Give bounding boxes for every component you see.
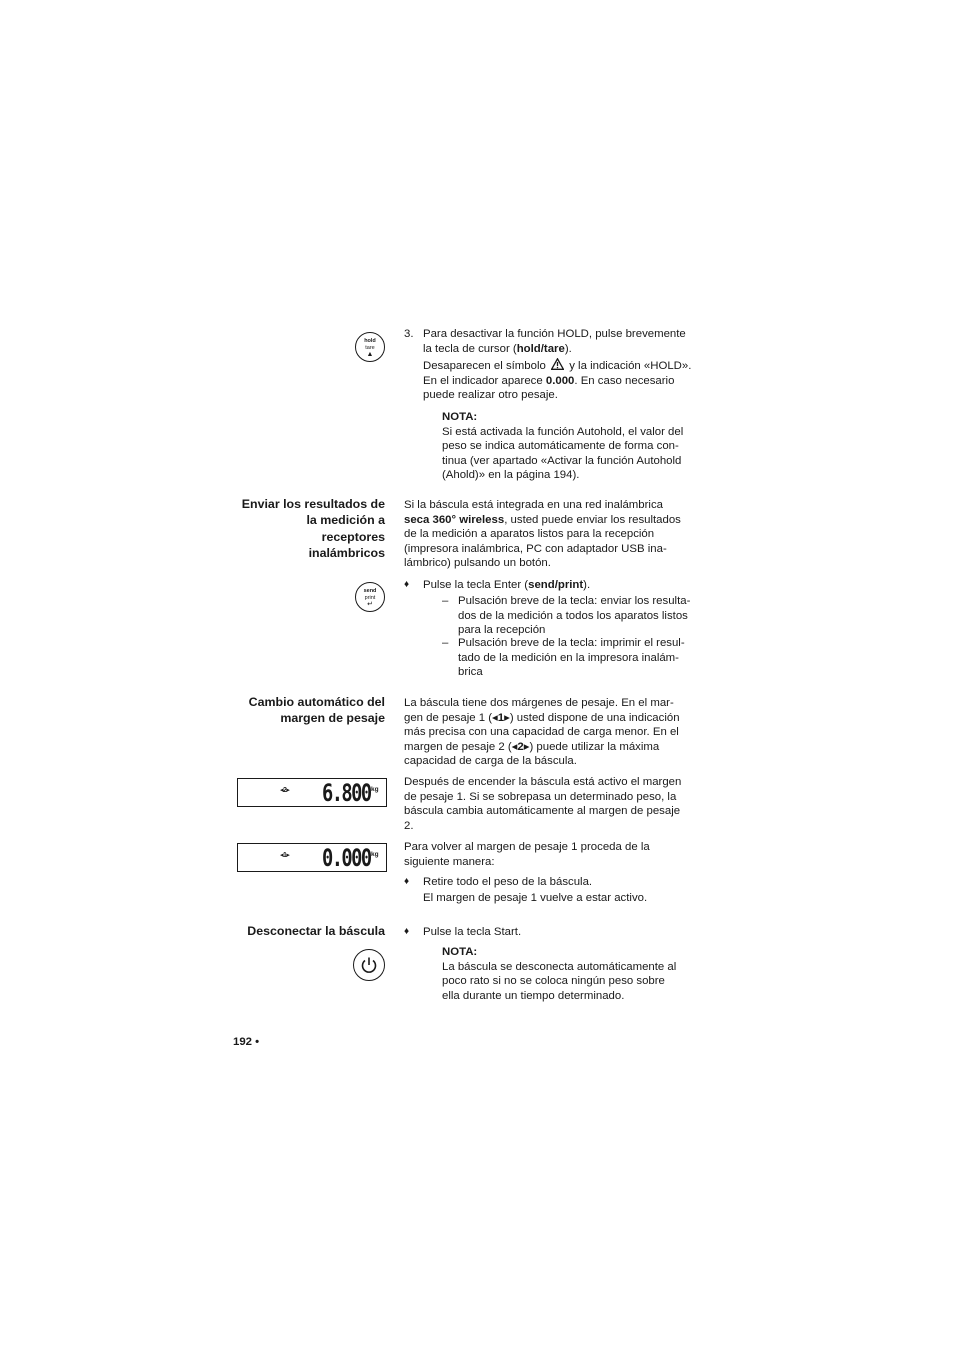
range-2-symbol: ◂2▸	[511, 740, 530, 753]
bullet-glyph: ♦	[404, 926, 410, 937]
power-key-icon	[353, 949, 385, 981]
scale-display-range-1: ◂1▸ 0.000 kg	[237, 843, 387, 872]
step3-text: Para desactivar la función HOLD, pulse brevemente la tecla de cursor (hold/tare). Desaparecen el símbolo y la indicación «HOLD». En el indicador aparece 0.000. En caso necesario puede realizar otro pesaje.	[423, 328, 692, 402]
send-print-key-icon: send print ↵	[355, 582, 385, 612]
range-intro-paragraph: La báscula tiene dos márgenes de pesaje. En el mar- gen de pesaje 1 (◂1▸) usted dispone de una indicación más precisa con una capacidad de carga menor. En el margen de pesaje 2 (◂2▸) puede utilizar la máxima capacidad de carga de la báscula.	[404, 697, 680, 768]
range-bullet-text: Retire todo el peso de la báscula. El margen de pesaje 1 vuelve a estar activo.	[423, 876, 648, 904]
range-return-paragraph: Para volver al margen de pesaje 1 proceda de la siguiente manera:	[404, 841, 650, 868]
section-heading-off: Desconectar la báscula	[247, 924, 385, 938]
hold-tare-key-icon: hold tare ▲	[355, 332, 385, 362]
range-1-symbol: ◂1▸	[492, 711, 510, 724]
scale-display-range-2: ◂2▸ 6.800 kg	[237, 778, 387, 807]
send-intro-paragraph: Si la báscula está integrada en una red inalámbrica seca 360° wireless, usted puede enviar los resultados de la medición a aparatos listos para la recepción (impresora inalámbrica, PC con adaptador USB ina- lámbrico) pulsando un botón.	[404, 499, 681, 570]
power-icon	[354, 950, 384, 980]
dash-glyph: –	[442, 595, 449, 607]
off-bullet-text: Pulse la tecla Start.	[423, 926, 522, 938]
note-autohold: NOTA: Si está activada la función Autohold, el valor del peso se indica automáticamente de forma con- tinua (ver apartado «Activar la función Autohold (Ahold)» en la página 194).	[442, 411, 684, 482]
note-auto-off: NOTA: La báscula se desconecta automáticamente al poco rato si no se coloca ningún peso sobre ella durante un tiempo determinado.	[442, 946, 677, 1002]
warning-triangle-icon	[551, 358, 564, 370]
section-heading-send: Enviar los resultados de la medición a receptores inalámbricos	[241, 497, 385, 561]
section-heading-range: Cambio automático del margen de pesaje	[248, 695, 385, 726]
page-number: 192 •	[233, 1036, 260, 1048]
range-switch-paragraph: Después de encender la báscula está activo el margen de pesaje 1. Si se sobrepasa un determinado peso, la báscula cambia automáticamente al margen de pesaje 2.	[404, 776, 682, 832]
dash-glyph: –	[442, 637, 449, 649]
step-number: 3.	[404, 328, 414, 340]
send-bullet-text: Pulse la tecla Enter (send/print).	[423, 579, 591, 591]
send-dash-item-1: Pulsación breve de la tecla: enviar los resulta- dos de la medición a todos los aparatos listos para la recepción	[458, 595, 691, 637]
bullet-glyph: ♦	[404, 579, 410, 590]
send-dash-item-2: Pulsación breve de la tecla: imprimir el resul- tado de la medición en la impresora inalám- brica	[458, 637, 685, 679]
bullet-glyph: ♦	[404, 876, 410, 887]
